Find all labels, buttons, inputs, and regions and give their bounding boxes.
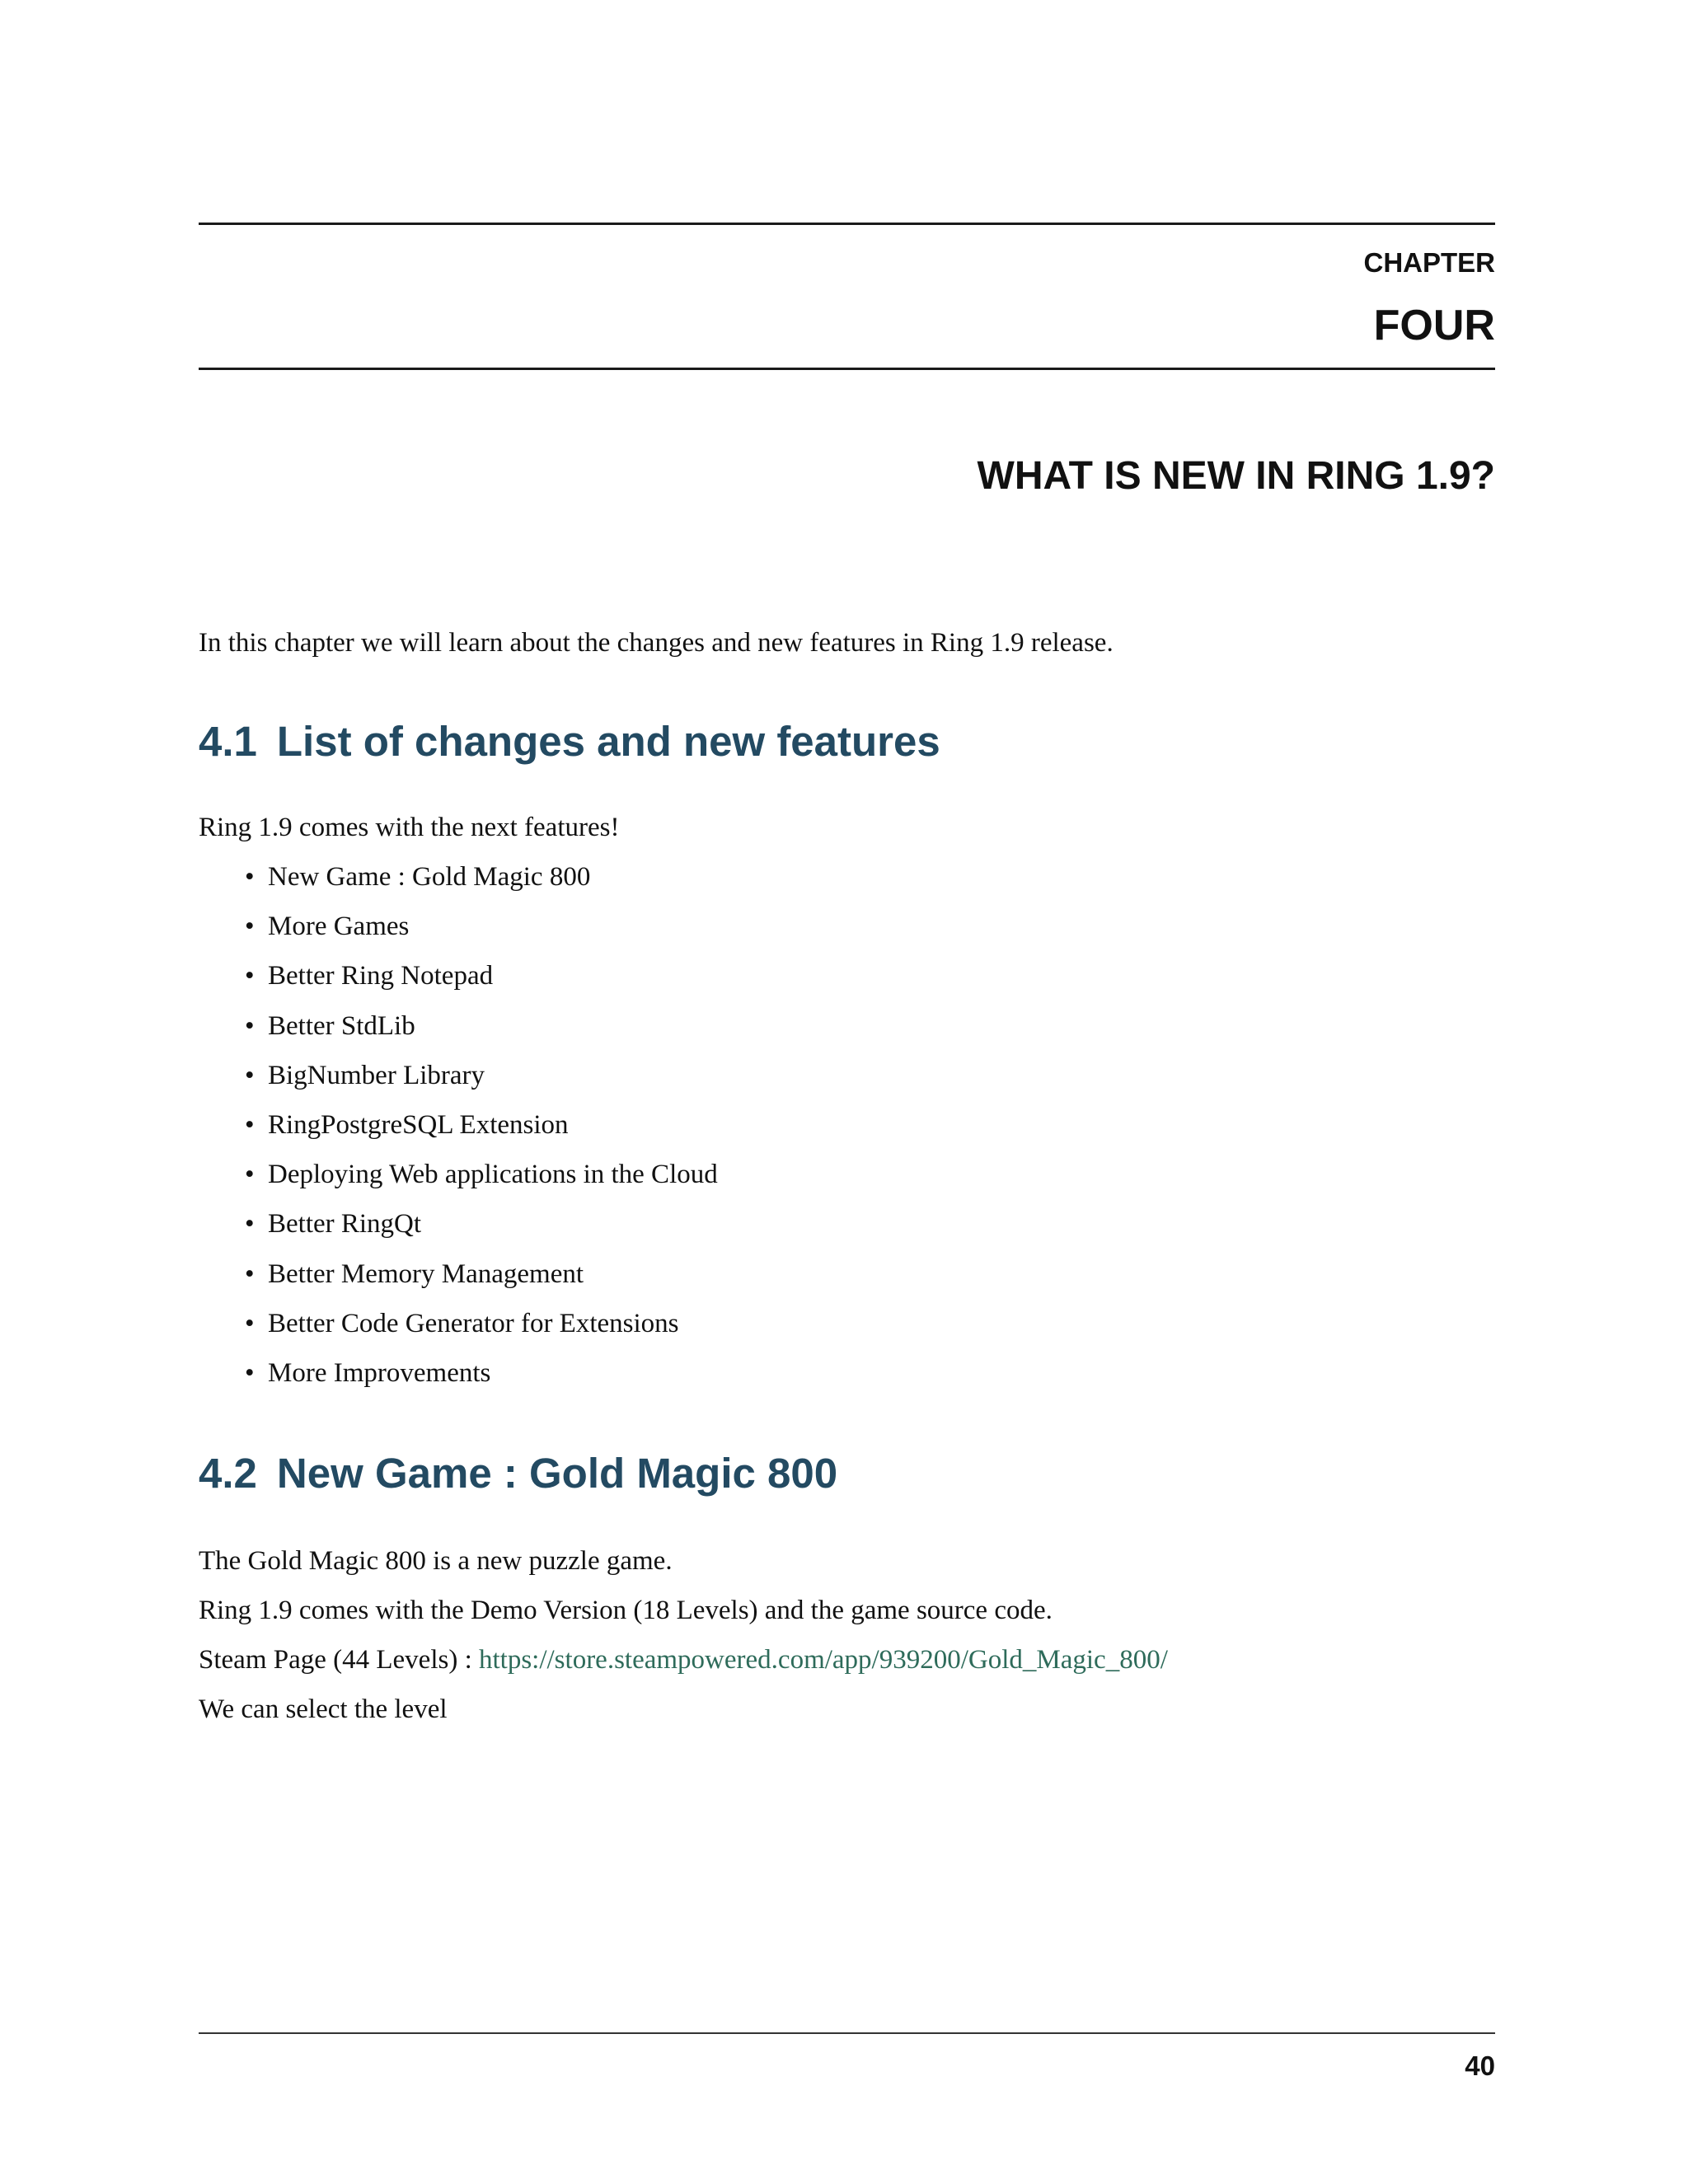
list-item: • RingPostgreSQL Extension [245, 1109, 569, 1140]
list-item: • Better StdLib [245, 1010, 415, 1041]
bullet-icon: • [245, 1060, 255, 1090]
game-intro-paragraph: The Gold Magic 800 is a new puzzle game. [199, 1546, 673, 1576]
select-level-paragraph: We can select the level [199, 1694, 448, 1724]
section-number: 4.2 [199, 1450, 257, 1497]
bullet-icon: • [245, 1160, 255, 1190]
demo-version-paragraph: Ring 1.9 comes with the Demo Version (18 Levels) and the game source code. [199, 1596, 1053, 1625]
features-lead-paragraph: Ring 1.9 comes with the next features! [199, 813, 620, 842]
bullet-icon: • [245, 1258, 255, 1289]
bullet-icon: • [245, 912, 255, 942]
list-item: • New Game : Gold Magic 800 [245, 862, 591, 892]
features-list [199, 860, 718, 1406]
section-number: 4.1 [199, 718, 257, 765]
bullet-icon: • [245, 1308, 255, 1338]
footer-rule [199, 2032, 1495, 2034]
list-item: • Better RingQt [245, 1209, 422, 1240]
list-item: • Deploying Web applications in the Cloud [245, 1160, 718, 1190]
chapter-top-rule [199, 223, 1495, 225]
steam-page-label: Steam Page (44 Levels) : [199, 1645, 479, 1675]
chapter-label: CHAPTER [1363, 247, 1495, 278]
list-item: • More Improvements [245, 1357, 491, 1388]
list-item: • BigNumber Library [245, 1060, 485, 1090]
page-number: 40 [1465, 2050, 1495, 2081]
intro-paragraph: In this chapter we will learn about the changes and new features in Ring 1.9 release. [199, 628, 1114, 658]
bullet-icon: • [245, 1209, 255, 1240]
chapter-bottom-rule [199, 368, 1495, 370]
list-item: • Better Ring Notepad [245, 961, 494, 991]
list-item: • Better Code Generator for Extensions [245, 1308, 679, 1338]
steam-page-paragraph [199, 1643, 1168, 1676]
bullet-icon: • [245, 1357, 255, 1388]
list-item: • More Games [245, 912, 410, 942]
list-item: • Better Memory Management [245, 1258, 584, 1289]
bullet-icon: • [245, 961, 255, 991]
bullet-icon: • [245, 1010, 255, 1041]
section-heading-4-2 [199, 1449, 837, 1497]
steam-page-link[interactable]: https://store.steampowered.com/app/939200/Gold_Magic_800/ [479, 1645, 1168, 1675]
section-title: List of changes and new features [276, 718, 940, 765]
chapter-number: FOUR [1373, 302, 1495, 349]
section-heading-4-1 [199, 717, 940, 766]
chapter-title: WHAT IS NEW IN RING 1.9? [977, 454, 1495, 498]
section-title: New Game : Gold Magic 800 [276, 1450, 838, 1497]
bullet-icon: • [245, 862, 255, 892]
bullet-icon: • [245, 1109, 255, 1140]
